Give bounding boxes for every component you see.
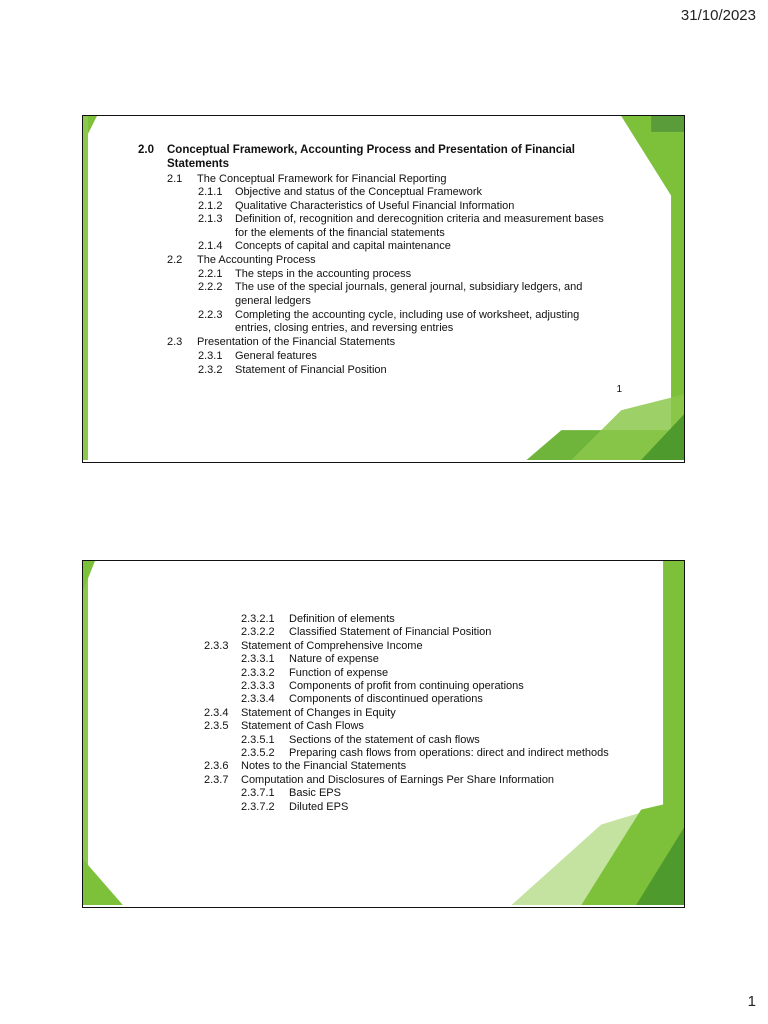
outline-item-number: 2.3.6 bbox=[204, 760, 229, 773]
outline-item-number: 2.3.7.2 bbox=[241, 800, 275, 813]
outline-item-number: 2.3.3.2 bbox=[241, 666, 275, 679]
outline-item-number: 2.3.1 bbox=[198, 350, 223, 362]
outline-item-text: Statement of Cash Flows bbox=[241, 720, 364, 733]
outline-item-number: 2.3.5.2 bbox=[241, 747, 275, 759]
outline-item-text: Definition of, recognition and derecognition criteria and measurement bases bbox=[235, 213, 604, 225]
outline-item-text: Basic EPS bbox=[289, 787, 341, 800]
slide-number: 1 bbox=[616, 384, 622, 395]
outline-item-text: Diluted EPS bbox=[289, 800, 349, 813]
outline-item-text: Statement of Changes in Equity bbox=[241, 706, 396, 719]
outline-item-number: 2.1 bbox=[167, 173, 183, 185]
outline-item-text: Function of expense bbox=[289, 666, 389, 679]
outline-item-number: 2.1.2 bbox=[198, 200, 223, 212]
outline-item-text: The Accounting Process bbox=[197, 254, 316, 266]
outline-item-text: Conceptual Framework, Accounting Process and Presentation of Financial bbox=[167, 144, 575, 156]
outline-item-text: Completing the accounting cycle, including use of worksheet, adjusting bbox=[235, 309, 580, 321]
outline-item-number: 2.1.4 bbox=[198, 240, 223, 252]
outline-item-number: 2.2 bbox=[167, 254, 183, 266]
outline-item-number: 2.0 bbox=[138, 144, 154, 156]
outline-item-text: Definition of elements bbox=[289, 613, 395, 625]
outline-item-number: 2.1.3 bbox=[198, 213, 223, 225]
slide-2 bbox=[82, 560, 685, 908]
outline-item-text: The use of the special journals, general journal, subsidiary ledgers, and bbox=[235, 281, 583, 293]
outline-item-text: Statement of Comprehensive Income bbox=[241, 639, 423, 652]
outline-item-text: Statement of Financial Position bbox=[235, 364, 387, 376]
page-number: 1 bbox=[747, 993, 756, 1010]
outline-item-number: 2.3.4 bbox=[204, 706, 229, 719]
outline-item-text: general ledgers bbox=[235, 295, 311, 307]
outline-item-number: 2.3.2.2 bbox=[241, 626, 275, 639]
outline-item-text: The Conceptual Framework for Financial Reporting bbox=[197, 173, 447, 185]
outline-item-number: 2.2.1 bbox=[198, 268, 223, 280]
outline-item-number: 2.2.2 bbox=[198, 281, 223, 293]
outline-item-number: 2.3.7.1 bbox=[241, 787, 275, 800]
outline-item-text: Classified Statement of Financial Position bbox=[289, 626, 492, 639]
slide-1-outline bbox=[83, 116, 684, 462]
outline-item-number: 2.3.3.1 bbox=[241, 653, 275, 666]
outline-item-number: 2.3.3.4 bbox=[241, 693, 275, 706]
outline-item-text: Components of profit from continuing operations bbox=[289, 680, 524, 692]
outline-item-text: Computation and Disclosures of Earnings Per Share Information bbox=[241, 773, 555, 786]
outline-item-number: 2.3.3 bbox=[204, 639, 229, 652]
outline-item-number: 2.1.1 bbox=[198, 186, 223, 198]
outline-item-text: The steps in the accounting process bbox=[235, 268, 412, 280]
outline-item-text: General features bbox=[235, 350, 317, 362]
outline-item-number: 2.3.2 bbox=[198, 364, 223, 376]
outline-item-text: Qualitative Characteristics of Useful Financial Information bbox=[235, 200, 515, 212]
outline-item-text: Preparing cash flows from operations: direct and indirect methods bbox=[289, 747, 609, 759]
outline-item-text: Statements bbox=[167, 158, 229, 170]
outline-item-number: 2.3.3.3 bbox=[241, 680, 275, 692]
outline-item-text: Concepts of capital and capital maintenance bbox=[235, 240, 451, 252]
outline-item-text: entries, closing entries, and reversing entries bbox=[235, 322, 454, 334]
outline-item-text: Presentation of the Financial Statements bbox=[197, 336, 396, 348]
outline-item-number: 2.3.2.1 bbox=[241, 613, 275, 625]
outline-item-number: 2.3.5.1 bbox=[241, 733, 275, 746]
slide-2-outline bbox=[83, 561, 684, 907]
outline-item-text: for the elements of the financial statements bbox=[235, 227, 445, 239]
slide-1 bbox=[82, 115, 685, 463]
outline-item-number: 2.3 bbox=[167, 336, 183, 348]
outline-item-text: Sections of the statement of cash flows bbox=[289, 733, 480, 746]
outline-item-text: Notes to the Financial Statements bbox=[241, 760, 407, 773]
outline-item-text: Nature of expense bbox=[289, 653, 379, 666]
outline-item-text: Objective and status of the Conceptual Framework bbox=[235, 186, 483, 198]
outline-item-number: 2.3.5 bbox=[204, 720, 229, 733]
outline-item-text: Components of discontinued operations bbox=[289, 693, 483, 706]
outline-item-number: 2.2.3 bbox=[198, 309, 223, 321]
page-date: 31/10/2023 bbox=[680, 7, 756, 24]
outline-item-number: 2.3.7 bbox=[204, 773, 229, 786]
